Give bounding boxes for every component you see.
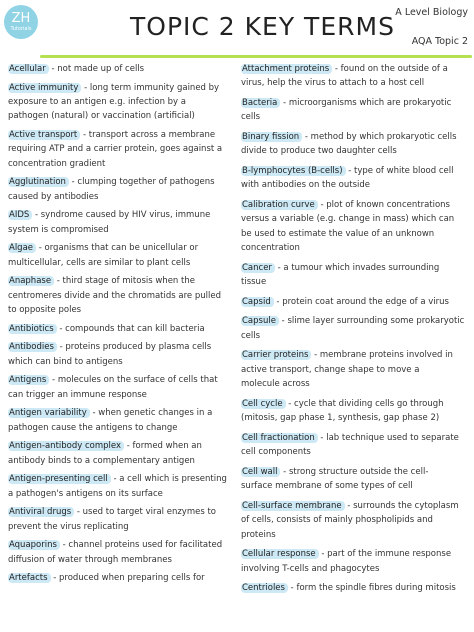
glossary-definition-line: method by which prokaryotic cells: [310, 132, 457, 142]
glossary-entry: Calibration curve - plot of known concentrations versus a variable (e.g. change in mass) which can be used to estimate the value of an unknown concentration: [241, 200, 455, 254]
page-title: TOPIC 2 KEY TERMS: [130, 12, 395, 41]
glossary-definition-line: virus, help the virus to attach to a host cell: [241, 78, 425, 89]
glossary-definition-line: of cells, consists of mainly phospholipids and: [241, 515, 433, 526]
glossary-definition-line: a pathogen's antigens on its surface: [8, 488, 163, 499]
glossary-definition-line: (mitosis, gap phase 1, synthesis, gap phase 2): [241, 413, 440, 424]
glossary-entry: Antibiotics - compounds that can kill bacteria: [9, 323, 205, 334]
glossary-definition-line: plot of known concentrations: [326, 200, 450, 210]
glossary-term: Artefacts: [8, 573, 51, 583]
glossary-term: Cellular response: [241, 549, 319, 559]
glossary-definition-line: compounds that can kill bacteria: [65, 323, 205, 334]
glossary-entry: Antigen-antibody complex - formed when an antibody binds to a complementary antigen: [8, 441, 202, 466]
glossary-definition-line: lab technique used to separate: [326, 432, 459, 443]
glossary-term: Aquaporins: [8, 540, 60, 550]
glossary-term: Antigen variability: [8, 408, 90, 418]
glossary-definition-line: requiring ATP and a carrier protein, goes against a: [8, 144, 223, 155]
glossary-definition-line: type of white blood cell: [354, 166, 454, 176]
glossary-entry: Agglutination - clumping together of pathogens caused by antibodies: [8, 177, 215, 202]
glossary-entry: Anaphase - third stage of mitosis when the centromeres divide and the chromatids are pulled to opposite poles: [8, 276, 221, 316]
glossary-term: Antiviral drugs: [8, 507, 74, 517]
exam-board-topic: AQA Topic 2: [411, 36, 468, 47]
glossary-definition-line: exposure to an antigen e.g. infection by a: [8, 97, 186, 107]
glossary-term: Binary fission: [241, 132, 302, 142]
glossary-definition-line: a cell which is presenting: [119, 474, 227, 485]
glossary-definition-line: versus a variable (e.g. change in mass) which can: [241, 214, 455, 225]
glossary-definition-line: microorganisms which are prokaryotic: [288, 98, 452, 108]
glossary-definition-line: used to target viral enzymes to: [82, 507, 217, 518]
glossary-entry: AIDS - syndrome caused by HIV virus, immune system is compromised: [8, 210, 211, 235]
glossary-definition-line: cells: [241, 330, 261, 341]
glossary-definition-line: pathogen cause the antigens to change: [8, 422, 178, 433]
glossary-entry: Aquaporins - channel proteins used for facilitated diffusion of water through membranes: [8, 540, 223, 565]
glossary-definition-line: proteins: [241, 529, 276, 540]
glossary-term: Cell wall: [241, 467, 280, 477]
glossary-definition-line: protein coat around the edge of a virus: [282, 296, 449, 307]
glossary-definition-line: system is compromised: [8, 224, 109, 235]
glossary-entry: Carrier proteins - membrane proteins involved in active transport, change shape to move a molecule across: [241, 350, 453, 390]
glossary-entry: Cell cycle - cycle that dividing cells go through (mitosis, gap phase 1, synthesis, gap phase 2): [241, 398, 444, 424]
glossary-definition-line: a tumour which invades surrounding: [283, 262, 440, 273]
glossary-entry: Attachment proteins - found on the outside of a virus, help the virus to attach to a host cell: [241, 64, 448, 89]
glossary-definition-line: cell components: [241, 447, 311, 458]
glossary-definition-line: involving T-cells and phagocytes: [241, 563, 380, 574]
glossary-term: Carrier proteins: [241, 350, 311, 360]
glossary-term: Attachment proteins: [241, 64, 332, 74]
glossary-entry: Active immunity - long term immunity gained by exposure to an antigen e.g. infection by a pathogen (natural) or vaccination (artificial): [8, 82, 220, 122]
glossary-entry: Capsid - protein coat around the edge of a virus: [242, 296, 449, 307]
logo-subtitle: Tutorials: [10, 26, 32, 32]
glossary-definition-line: active transport, change shape to move a: [241, 364, 420, 375]
subject-level: A Level Biology: [395, 7, 468, 18]
glossary-definition-line: prevent the virus replicating: [8, 521, 129, 532]
glossary-definition-line: organisms that can be unicellular or: [44, 243, 199, 254]
glossary-definition-line: clumping together of pathogens: [77, 177, 215, 188]
glossary-definition-line: diffusion of water through membranes: [8, 554, 172, 565]
glossary-term: B-lymphocytes (B-cells): [241, 166, 346, 176]
glossary-definition-line: with antibodies on the outside: [241, 180, 371, 191]
glossary-definition-line: concentration: [241, 243, 300, 254]
glossary-entry: Artefacts - produced when preparing cells for: [9, 573, 205, 584]
glossary-definition-line: multicellular, cells are similar to plant cells: [8, 257, 191, 268]
glossary-entry: B-lymphocytes (B-cells) - type of white blood cell with antibodies on the outside: [241, 166, 454, 191]
glossary-definition-line: antibody binds to a complementary antigen: [8, 455, 195, 466]
glossary-entry: Antigen-presenting cell - a cell which is presenting a pathogen's antigens on its surface: [8, 474, 227, 499]
glossary-definition-line: can trigger an immune response: [8, 389, 147, 400]
glossary-term: Centrioles: [241, 583, 288, 593]
glossary-definition-line: channel proteins used for facilitated: [68, 540, 223, 551]
glossary-definition-line: centromeres divide and the chromatids are pulled: [8, 290, 221, 301]
glossary-entry: Active transport - transport across a membrane requiring ATP and a carrier protein, goes against a concentration gradient: [8, 130, 223, 169]
glossary-term: Cancer: [241, 263, 275, 273]
glossary-definition-line: part of the immune response: [327, 549, 452, 560]
glossary-definition-line: caused by antibodies: [8, 191, 99, 202]
glossary-definition-line: not made up of cells: [57, 64, 145, 74]
glossary-entry: Cell wall - strong structure outside the cell- surface membrane of some types of cell: [241, 466, 429, 492]
glossary-term: Algae: [8, 243, 36, 253]
glossary-term: Anaphase: [8, 276, 54, 286]
glossary-term: Cell-surface membrane: [241, 501, 345, 511]
glossary-entry: Antigens - molecules on the surface of cells that can trigger an immune response: [8, 375, 218, 400]
glossary-definition-line: when genetic changes in a: [98, 408, 213, 419]
glossary-entry: Centrioles - form the spindle fibres during mitosis: [242, 583, 456, 594]
glossary-entry: Antigen variability - when genetic changes in a pathogen cause the antigens to change: [8, 408, 213, 433]
glossary-definition-line: surface membrane of some types of cell: [241, 481, 413, 492]
glossary-definition-line: long term immunity gained by: [89, 82, 220, 93]
glossary-definition-line: pathogen (natural) or vaccination (artificial): [8, 111, 195, 122]
glossary-definition-line: be used to estimate the value of an unknown: [241, 228, 435, 239]
glossary-definition-line: molecules on the surface of cells that: [57, 375, 218, 386]
logo-mark: ZH: [11, 11, 31, 26]
glossary-term: Capsule: [241, 316, 279, 326]
glossary-entry: Antibodies - proteins produced by plasma cells which can bind to antigens: [8, 342, 212, 367]
glossary-definition-line: tissue: [241, 277, 267, 288]
glossary-definition-line: surrounds the cytoplasm: [353, 500, 459, 511]
glossary-definition-line: formed when an: [132, 441, 202, 452]
glossary-definition-line: slime layer surrounding some prokaryotic: [287, 316, 465, 327]
glossary-term: Capsid: [241, 297, 274, 307]
glossary-definition-line: to opposite poles: [8, 305, 82, 316]
glossary-column-left: [8, 62, 235, 590]
glossary-column-right: [241, 62, 469, 601]
glossary-definition-line: found on the outside of a: [340, 64, 448, 74]
glossary-definition-line: produced when preparing cells for: [59, 573, 205, 584]
glossary-entry: Cell fractionation - lab technique used to separate cell components: [241, 432, 459, 458]
glossary-definition-line: cycle that dividing cells go through: [294, 398, 444, 409]
glossary-definition-line: strong structure outside the cell-: [288, 466, 429, 477]
glossary-definition-line: proteins produced by plasma cells: [65, 342, 212, 353]
glossary-entry: Antiviral drugs - used to target viral enzymes to prevent the virus replicating: [8, 507, 217, 532]
glossary-term: Active immunity: [8, 83, 81, 93]
glossary-term: Antigen-antibody complex: [8, 441, 124, 451]
header-divider: [40, 55, 472, 58]
glossary-term: Antibodies: [8, 342, 57, 352]
glossary-definition-line: form the spindle fibres during mitosis: [296, 583, 456, 594]
glossary-entry: Capsule - slime layer surrounding some prokaryotic cells: [241, 316, 465, 341]
glossary-entry: Bacteria - microorganisms which are prokaryotic cells: [241, 98, 452, 123]
glossary-definition-line: divide to produce two daughter cells: [241, 146, 397, 157]
glossary-definition-line: transport across a membrane: [88, 130, 216, 140]
glossary-entry: Algae - organisms that can be unicellular or multicellular, cells are similar to plant cells: [8, 243, 199, 268]
glossary-term: Antigen-presenting cell: [8, 474, 111, 484]
glossary-definition-line: concentration gradient: [8, 158, 106, 169]
glossary-entry: Cancer - a tumour which invades surrounding tissue: [241, 262, 440, 288]
glossary-term: Active transport: [8, 130, 80, 140]
glossary-term: Acellular: [8, 64, 49, 74]
glossary-term: Antigens: [8, 375, 49, 385]
glossary-term: Antibiotics: [8, 324, 57, 334]
glossary-definition-line: third stage of mitosis when the: [62, 276, 195, 287]
glossary-entry: Cellular response - part of the immune response involving T-cells and phagocytes: [241, 549, 452, 574]
glossary-entry: Acellular - not made up of cells: [9, 64, 145, 74]
glossary-definition-line: cells: [241, 112, 261, 123]
glossary-term: AIDS: [8, 210, 32, 220]
glossary-definition-line: which can bind to antigens: [8, 356, 123, 367]
glossary-term: Cell fractionation: [241, 433, 318, 443]
glossary-entry: Cell-surface membrane - surrounds the cytoplasm of cells, consists of mainly phospholipids and proteins: [241, 500, 459, 540]
zh-tutorials-logo: [4, 5, 38, 39]
glossary-definition-line: membrane proteins involved in: [319, 350, 453, 361]
glossary-term: Calibration curve: [241, 200, 318, 210]
glossary-term: Bacteria: [241, 98, 280, 108]
glossary-term: Agglutination: [8, 177, 69, 187]
glossary-entry: Binary fission - method by which prokaryotic cells divide to produce two daughter cells: [241, 132, 457, 157]
glossary-definition-line: molecule across: [241, 379, 310, 390]
glossary-definition-line: syndrome caused by HIV virus, immune: [40, 210, 211, 221]
glossary-term: Cell cycle: [241, 399, 286, 409]
